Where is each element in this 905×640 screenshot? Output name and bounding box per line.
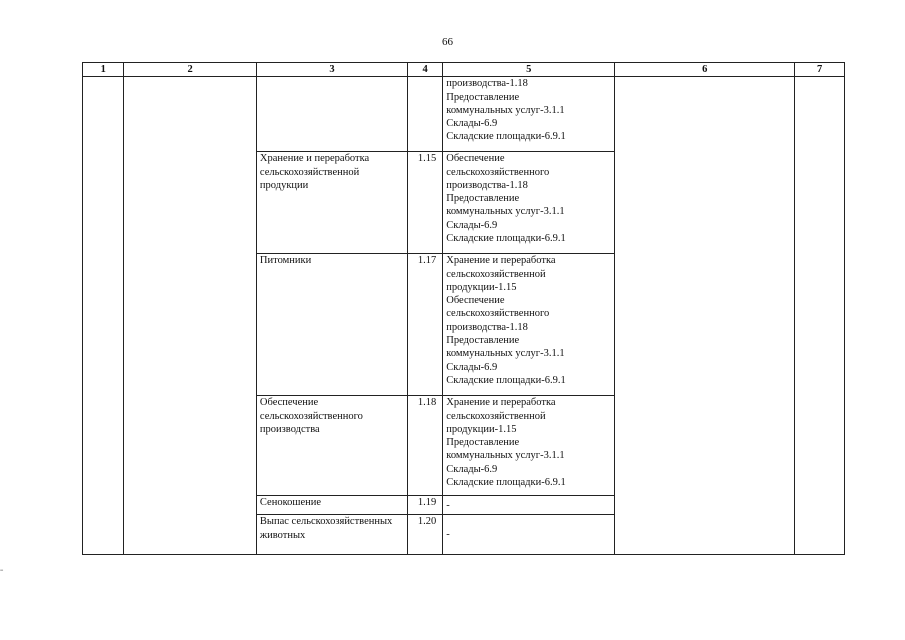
related-use-line: Предоставление: [446, 91, 520, 103]
related-uses-cell: [443, 77, 615, 152]
related-uses-cell: [443, 496, 615, 515]
related-use-line: производства-1.18: [446, 179, 528, 191]
header-col-7: 7: [795, 63, 845, 77]
related-use-line: Предоставление: [446, 193, 520, 205]
related-use-line: коммунальных услуг-3.1.1: [446, 348, 565, 360]
related-use-line: производства-1.18: [446, 321, 528, 333]
margin-mark: ≡: [0, 568, 4, 574]
related-use-line: -: [446, 499, 450, 511]
related-use-line: Складские площадки-6.9.1: [446, 477, 566, 489]
related-use-line: Хранение и переработка: [446, 397, 556, 409]
related-use-line: Предоставление: [446, 335, 520, 347]
related-use-line: Обеспечение: [446, 153, 505, 165]
use-code-cell: 1.18: [408, 396, 443, 496]
use-name-cell: Сенокошение: [256, 496, 407, 515]
related-use-line: Склады-6.9: [446, 463, 498, 475]
related-use-line: Хранение и переработка: [446, 255, 556, 267]
use-name-cell: Обеспечение сельскохозяйственного производства: [256, 396, 407, 496]
col1-cell: [83, 77, 124, 555]
related-uses-cell: [443, 396, 615, 496]
use-name-cell: Выпас сельскохозяйственных животных: [256, 515, 407, 555]
related-use-line: Склады-6.9: [446, 219, 498, 231]
related-use-line: Складские площадки-6.9.1: [446, 374, 566, 386]
use-name-cell: Питомники: [256, 254, 407, 396]
header-col-1: 1: [83, 63, 124, 77]
related-use-line: продукции-1.15: [446, 423, 517, 435]
use-code-cell: [408, 77, 443, 152]
related-use-line: коммунальных услуг-3.1.1: [446, 450, 565, 462]
related-use-line: Складские площадки-6.9.1: [446, 131, 566, 143]
col6-cell: [615, 77, 795, 555]
header-col-6: 6: [615, 63, 795, 77]
related-uses-cell: [443, 254, 615, 396]
related-uses-cell: [443, 515, 615, 555]
header-col-4: 4: [408, 63, 443, 77]
related-use-line: Предоставление: [446, 437, 520, 449]
col2-cell: [124, 77, 257, 555]
use-code-cell: 1.15: [408, 152, 443, 254]
use-name-cell: [256, 77, 407, 152]
use-code-cell: 1.17: [408, 254, 443, 396]
related-use-line: Склады-6.9: [446, 361, 498, 373]
use-name-cell: Хранение и переработка сельскохозяйственной продукции: [256, 152, 407, 254]
header-col-3: 3: [256, 63, 407, 77]
related-use-line: коммунальных услуг-3.1.1: [446, 104, 565, 116]
col7-cell: [795, 77, 845, 555]
related-use-line: сельскохозяйственного: [446, 166, 550, 178]
header-col-2: 2: [124, 63, 257, 77]
related-uses-cell: [443, 152, 615, 254]
page-number: 66: [442, 36, 453, 48]
related-use-line: сельскохозяйственной: [446, 410, 546, 422]
related-use-line: -: [446, 529, 450, 541]
related-use-line: продукции-1.15: [446, 281, 517, 293]
related-use-line: Обеспечение: [446, 295, 505, 307]
related-use-line: Складские площадки-6.9.1: [446, 233, 566, 245]
use-code-cell: 1.20: [408, 515, 443, 555]
related-use-line: коммунальных услуг-3.1.1: [446, 206, 565, 218]
related-use-line: сельскохозяйственной: [446, 268, 546, 280]
land-use-table: [82, 62, 845, 555]
related-use-line: производства-1.18: [446, 78, 528, 90]
header-row: [83, 63, 845, 77]
use-code-cell: 1.19: [408, 496, 443, 515]
table-row: [83, 77, 845, 152]
header-col-5: 5: [443, 63, 615, 77]
related-use-line: Склады-6.9: [446, 118, 498, 130]
related-use-line: сельскохозяйственного: [446, 308, 550, 320]
